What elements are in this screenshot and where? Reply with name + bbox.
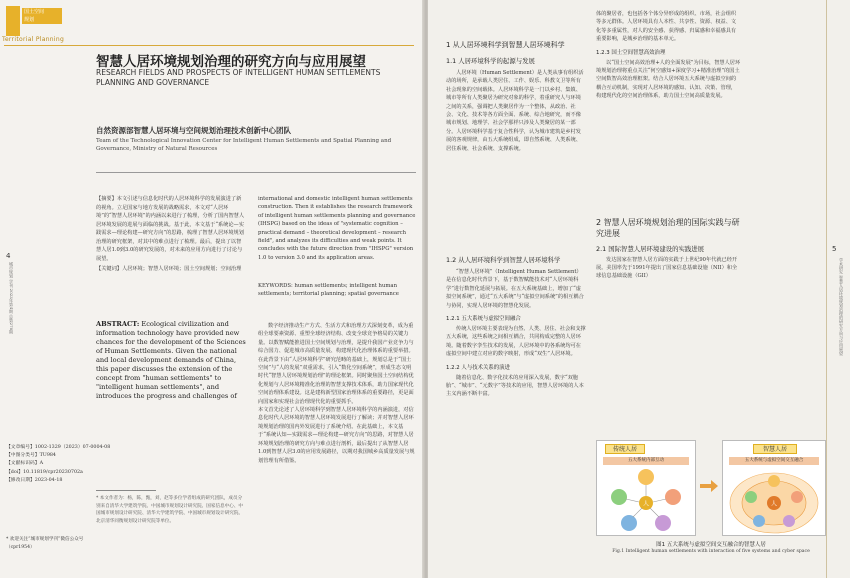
section-1-2-3-title: 1.2.3 国土空间智慧高效治理 <box>596 49 666 56</box>
section-1-1-body: 人居环境（Human Settlement）是人类从事有组织活动的场所，是承载人类居住、工作、娱乐、科教文卫等所有社会现象的空间载体。人居环境科学是一门以乡村、集镇、城市等所有人类聚居为研究对象的科学，着重研究人与环境之间的关系，强调把人类聚居作为一个整体，从政治、社会、文化、技术等各方面全面、系统、综合地研究，而不像城市规划、地理学、社会学那样只涉及人类聚居的某一部分。人居环境科学基于复合性科学，认为城市建筑是乡村发展的客观规律，由五大系统组成，即自然系统、人类系统、居住系统、社会系统、支撑系统。 <box>446 70 584 152</box>
system-node <box>665 489 681 505</box>
abstract-cn <box>96 195 246 274</box>
badge-label: 国土空间 规划 <box>22 8 62 24</box>
article-meta <box>6 444 111 485</box>
system-node <box>791 491 803 503</box>
section-2-title: 2 智慧人居环境规划治理的国际实践与研究进展 <box>596 217 740 238</box>
arrow-right-icon <box>700 480 718 492</box>
abstract-en-text: Ecological civilization and information technology have provided new chances for the development of the Sciences of Human Settlements. Given the national and local development demands of China, this paper discusses the extension of the concept from "human settlements" to "intelligent human settlements", and introduces the progress and challenges of <box>96 320 246 400</box>
figure-intelligent-title: 智慧人居 <box>753 444 797 454</box>
section-2-1-title: 2.1 国际智慧人居环境建设的实践进展 <box>596 244 705 253</box>
system-node <box>745 491 757 503</box>
figure-intelligent-bar: 五大系统与虚拟空间交互融合 <box>729 457 819 465</box>
badge-english: Territorial Planning <box>2 36 65 43</box>
section-2-1-body: 发达国家在智慧人居方面的实践于上世纪90年代就已经开展。美国率先于1991年提出了国家信息基础设施（NII）和全球信息基础设施（GII） <box>596 256 738 280</box>
authors-en: Team of the Technological Innovation Center for Intelligent Human Settlements and Spatial Planning and Governance, Ministry of Natural Resources <box>96 138 392 152</box>
section-1-1-title: 1.1 人居环境科学的起源与发展 <box>446 57 535 65</box>
article-title-cn: 智慧人居环境规划治理的研究方向与应用展望 <box>96 54 366 70</box>
abstract-en <box>96 320 246 401</box>
center-node-label: 人 <box>642 500 650 508</box>
meta-row: 【文献标识码】A <box>6 461 44 467</box>
right-column-a <box>446 40 586 399</box>
page-number-left: 4 <box>6 252 11 260</box>
meta-row: 【doi】10.11819/cpr20230702a <box>6 469 83 475</box>
system-node <box>638 469 654 485</box>
figure-traditional-panel <box>596 440 696 536</box>
figure-intelligent-panel <box>722 440 826 536</box>
right-edge-rule <box>826 0 827 578</box>
section-badge <box>6 6 66 40</box>
center-node-label: 人 <box>770 500 778 508</box>
figure-caption-en: Fig.1 Intelligent human settlements with interaction of five systems and cyber space <box>612 549 810 554</box>
abstract-cn-text: 【摘要】本文引述与信息化时代的人居环境科学的发展演进了新的视角。立足国家与地方发展的战略需求，本文对“人居环境”的“智慧人居环境”的内涵以来进行了梳理，分析了国内智慧人居环境发展的进展与面临的挑战。基于此，本文基于“系统论—实践需求—理论构建—研究方向”的思路，梳理了智慧人居环境规划治理的研究框架，对其中的难点进行了梳理。最后，提出了以智慧人居1.0到3.0的研究发展的，对未来的应用方向进行了讨论与展望。 <box>96 196 245 262</box>
keywords-en: KEYWORDS: human settlements; intelligent human settlements; territorial planning; spatial governance <box>258 283 399 298</box>
system-node <box>753 515 765 527</box>
header-rule <box>4 45 414 46</box>
figure-traditional-title: 传统人居 <box>605 444 645 454</box>
left-page <box>0 0 424 578</box>
right-column-b <box>596 10 741 281</box>
figure-1 <box>596 440 826 540</box>
footnote-rule <box>96 490 156 491</box>
system-node <box>768 475 780 487</box>
section-1-title: 1 从人居环境科学到智慧人居环境科学 <box>446 41 565 49</box>
section-1-2-2-title: 1.2.2 人与技术关系的演进 <box>446 364 510 371</box>
cyber-space-diagram <box>723 467 825 537</box>
meta-row: 【修改日期】2023-04-18 <box>6 477 63 483</box>
figure-traditional-bar: 五大系统内部互动 <box>603 457 689 465</box>
section-1-2-2-body: 随着信息化、数字化技术的应用深入发展，数字“双胞胎”、“城市”、“元数字”等技术的应用，智慧人居环境的人本主义内涵不断丰富。 <box>446 374 584 398</box>
meta-row: 【中图分类号】TU984 <box>6 453 56 459</box>
section-1-2-title: 1.2 从人居环境科学到智慧人居环境科学 <box>446 256 561 264</box>
authors-cn: 自然资源部智慧人居环境与空间规划治理技术创新中心团队 <box>96 126 291 135</box>
badge-block <box>6 6 20 36</box>
intro-body: 数字经济推动生产方式、生活方式和治理方式深刻变革，成为重组全球要素资源、重塑全球经济结构、改变全球竞争格局的关键力量。以数智赋能推进国土空间规划与治理，是提升我国产业竞争力与综合国力、促进城市高质量发展、构建现代化治理体系的重要举措。在此背景下由“人居环境科学”研究范畴的基础上，规划总是于“国土空间”与“人的发展”双重需求，引入“数化空间系统”，形成生态文明时代“智慧人居环境规划治理”的理论框架。同时聚焦国土空间结构优化规划与人居环境精准化治理的智慧支撑技术体系，助力国家现代化空间治理体系建设。这是建构新型国家治理体系的重要路径，更是面向国家和实现社会治理现代化的重要抓手。 本文首先论述了人居环境科学到智慧人居环境科学的内涵演进，对信息化时代人居环境的智慧人居环境发展进行了解读；并对智慧人居环境规划治理的国内外发展进行了系统介绍。在此基础上，本文基于“系统认知—实践需求—理论构建—研究方向”的思路，对智慧人居环境规划治理的研究方向与难点进行剖析，最后提出了从智慧人居1.0到智慧人居3.0的应用发展路径，以期对我国城乡高质量发展与规划管理有所借鉴。 <box>258 323 415 464</box>
left-side-running-text: 城市规划 学刊 2023年第4期 总第278期 <box>9 262 14 335</box>
abstract-en-continued: international and domestic intelligent human settlements construction. Then it establishes the research framework of intelligent human settlements planning and governance (IHSPG) based on the ideas of "systematic cognition – practical demand – theoretical development – research field", and analyzes its difficulties and weak points. It concludes with the future direction from "IHSPG" version 1.0 to version 3.0 and its application areas. <box>258 196 416 261</box>
column-b-top: 体的聚居者，也包括各个体分异形成的组织、市场，社会组织等多元群体。人居环境具有人本性、共享性、资源、权益、文化等多重属性，对人的安全感、获得感、归属感和幸福感具有重要影响，是城乡治理的基本单元。 <box>596 11 737 43</box>
title-separator <box>96 172 416 173</box>
section-1-2-3-body: 以“国土空间高效治理+人的全面发展”为目标，智慧人居环境规划治理将重点关注“何空感知+深度学习+精准治理”的国土空间数智高效治理框架。结合人居环境五大系统与虚拟空间的耦合互动机制，实现对人居环境的感知、认知、决策、管理，构建现代化的空间治理体系，助力国土空间高质量发展。 <box>596 59 741 100</box>
cite-note: * 欢迎关注“城市规划学刊”微信公众号（cpr1954） <box>6 537 84 550</box>
right-side-running-text: 学术研究 智慧人居环境规划治理的研究方向与应用展望 <box>839 258 844 356</box>
meta-row: 【文章编号】1002-1329（2023）07-0004-08 <box>6 445 111 450</box>
footnote: * 本文作者为：杨，陈，甄，刘，赵等多位学者组成的研究团队，成员分别来自清华大学建筑学院、中国城市规划设计研究院、国家信息中心、中国城市规划设计研究院、清华大学建筑学院、中国城市规划设计研究院、北京清华同衡规划设计研究院等单位。 <box>96 496 244 524</box>
section-1-2-1-title: 1.2.1 五大系统与虚拟空间融合 <box>446 316 521 323</box>
figure-caption-cn: 图1 五大系统与虚拟空间交互融合的智慧人居 <box>656 542 766 548</box>
five-systems-diagram <box>597 467 695 537</box>
keywords-cn: 【关键词】人居环境；智慧人居环境；国土空间规划；空间治理 <box>96 266 242 272</box>
section-1-2-1-body: 传统人居环境主要表现为自然、人类、居住、社会和支撑五大系统，这些系统之间相互耦合，共同构成完整的人居环境。随着数字孪生技术的发展，人居环境中的各系统均可在虚拟空间中建立对应的数字映射，形成“双生”人居环境。 <box>446 326 586 358</box>
article-title-en: RESEARCH FIELDS AND PROSPECTS OF INTELLIGENT HUMAN SETTLEMENTS PLANNING AND GOVERNANCE <box>96 68 381 87</box>
abstract-en-label: ABSTRACT: <box>96 320 140 328</box>
section-1-2-body: “智慧人居环境”（Intelligent Human Settlement）是在信息化时代背景下，基于数智赋能技术对“人居环境科学”进行数智化延展与拓展。在五大系统基础上，增加了“虚拟空间系统”，通过“五大系统”与“虚拟空间系统”的相互耦合与协同，实现人居环境的智慧化发展。 <box>446 269 584 309</box>
page-number-right: 5 <box>832 245 837 253</box>
system-node <box>621 515 637 531</box>
system-node <box>611 489 627 505</box>
system-node <box>783 515 795 527</box>
system-node <box>655 515 671 531</box>
